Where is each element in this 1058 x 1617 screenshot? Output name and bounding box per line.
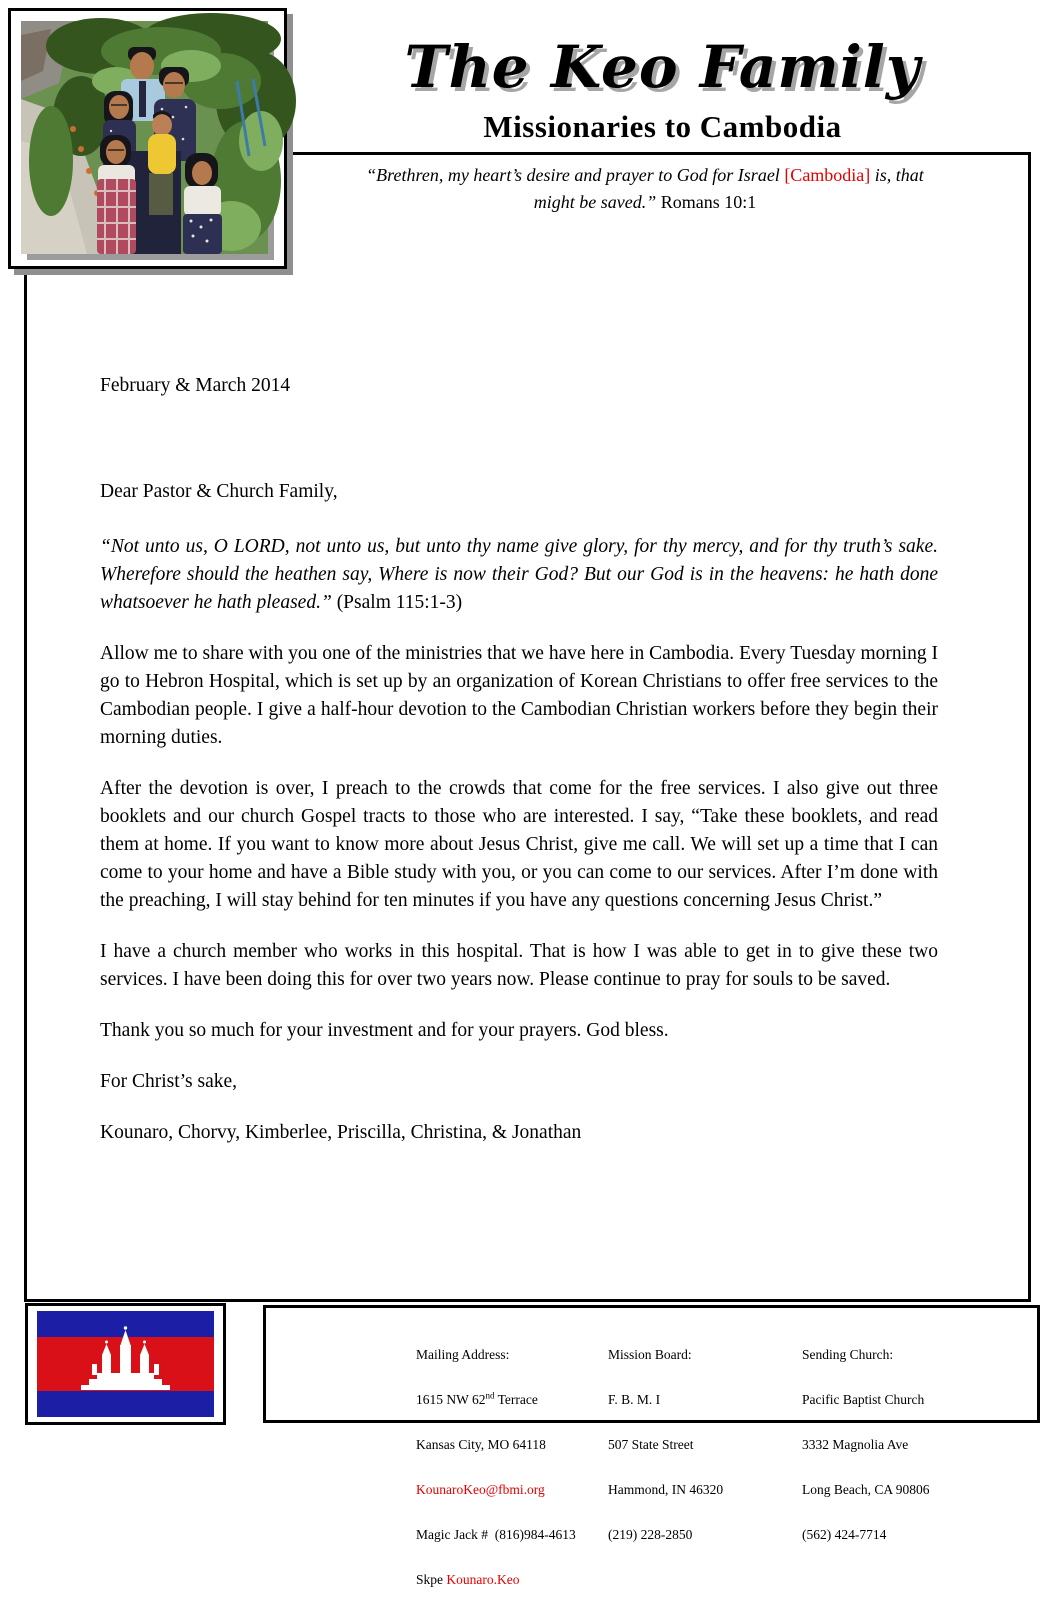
sending-church-city: Long Beach, CA 90806 <box>802 1482 930 1497</box>
family-photo-frame <box>8 8 287 269</box>
paragraph-ministry: Allow me to share with you one of the ministries that we have here in Cambodia. Every Tuesday morning I go to Hebron Hospital, which is set up by an organization of Korean Christians to offer free services to the Cambodian people. I give a half-hour devotion to the Cambodian Christian workers before they begin their morning duties. <box>100 643 938 748</box>
sending-church-heading: Sending Church: <box>802 1347 894 1362</box>
cambodia-flag <box>37 1311 214 1417</box>
mailing-heading: Mailing Address: <box>416 1347 510 1362</box>
header-verse <box>282 162 1008 216</box>
page-subtitle: Missionaries to Cambodia <box>483 109 842 144</box>
thanks-line: Thank you so much for your investment and for your prayers. God bless. <box>100 1020 669 1041</box>
sending-church-street: 3332 Magnolia Ave <box>802 1437 909 1452</box>
mailing-address-column <box>416 1317 576 1617</box>
skype-id: Kounaro.Keo <box>446 1572 520 1587</box>
letter-border-box <box>24 152 1031 1302</box>
paragraph-church-member: I have a church member who works in this hospital. That is how I was able to get in to give these two services. I have been doing this for over two years now. Please continue to pray for souls to be saved. <box>100 941 938 990</box>
verse-reference: Romans 10:1 <box>660 192 757 212</box>
verse-line-1 <box>282 162 1008 189</box>
sending-church-name: Pacific Baptist Church <box>802 1392 925 1407</box>
cambodia-flag-frame <box>25 1303 226 1425</box>
psalm-quote <box>100 533 938 617</box>
footer-contact-box <box>263 1305 1040 1587</box>
mission-board-column <box>608 1317 723 1572</box>
valediction: For Christ’s sake, <box>100 1071 238 1092</box>
paragraph-preaching: After the devotion is over, I preach to the crowds that come for the free services. I also give out three booklets and our church Gospel tracts to those who are interested. I say, “Take these booklets, and read them at home. If you want to know more about Jesus Christ, give me call. We will set up a time that I can come to your home and have a Bible study with you, or you can come to our services. After I’m done with the preaching, I will stay behind for ten minutes if you have any questions concerning Jesus Christ.” <box>100 778 938 911</box>
verse-cambodia-highlight: [Cambodia] <box>784 165 871 185</box>
salutation: Dear Pastor & Church Family, <box>100 481 338 502</box>
verse-text: “Brethren, my heart’s desire and prayer to God for Israel <box>366 165 785 185</box>
ordinal-superscript: nd <box>485 1390 495 1401</box>
verse-text-end: is, that <box>870 165 924 185</box>
letter-date: February & March 2014 <box>100 375 291 396</box>
psalm-reference: (Psalm 115:1-3) <box>336 592 463 613</box>
signature-names: Kounaro, Chorvy, Kimberlee, Priscilla, Christina, & Jonathan <box>100 1122 582 1143</box>
mission-board-phone: (219) 228-2850 <box>608 1527 693 1542</box>
mission-board-name: F. B. M. I <box>608 1392 661 1407</box>
skype-line: Skpe Kounaro.Keo <box>416 1572 520 1587</box>
mailing-city: Kansas City, MO 64118 <box>416 1437 546 1452</box>
family-photo-image <box>21 21 268 254</box>
page-title: The Keo Family <box>404 33 921 101</box>
mission-board-city: Hammond, IN 46320 <box>608 1482 724 1497</box>
verse-line-2 <box>282 189 1008 216</box>
sending-church-phone: (562) 424-7714 <box>802 1527 887 1542</box>
masthead <box>290 24 1035 144</box>
family-photo <box>21 21 268 254</box>
mission-board-heading: Mission Board: <box>608 1347 692 1362</box>
psalm-quote-text: “Not unto us, O LORD, not unto us, but unto thy name give glory, for thy mercy, and for thy truth’s sake. Wherefore should the heathen say, Where is now their God? But our God is in the heavens: he hath done whatsoever he hath pleased.” <box>100 536 938 613</box>
letter-body <box>100 372 938 1170</box>
magic-jack-number: Magic Jack # (816)984-4613 <box>416 1527 576 1542</box>
mission-board-street: 507 State Street <box>608 1437 694 1452</box>
sending-church-column <box>802 1317 930 1572</box>
email-address: KounaroKeo@fbmi.org <box>416 1482 545 1497</box>
verse-text-2: might be saved.” <box>533 192 661 212</box>
mailing-street: 1615 NW 62nd Terrace <box>416 1390 538 1407</box>
